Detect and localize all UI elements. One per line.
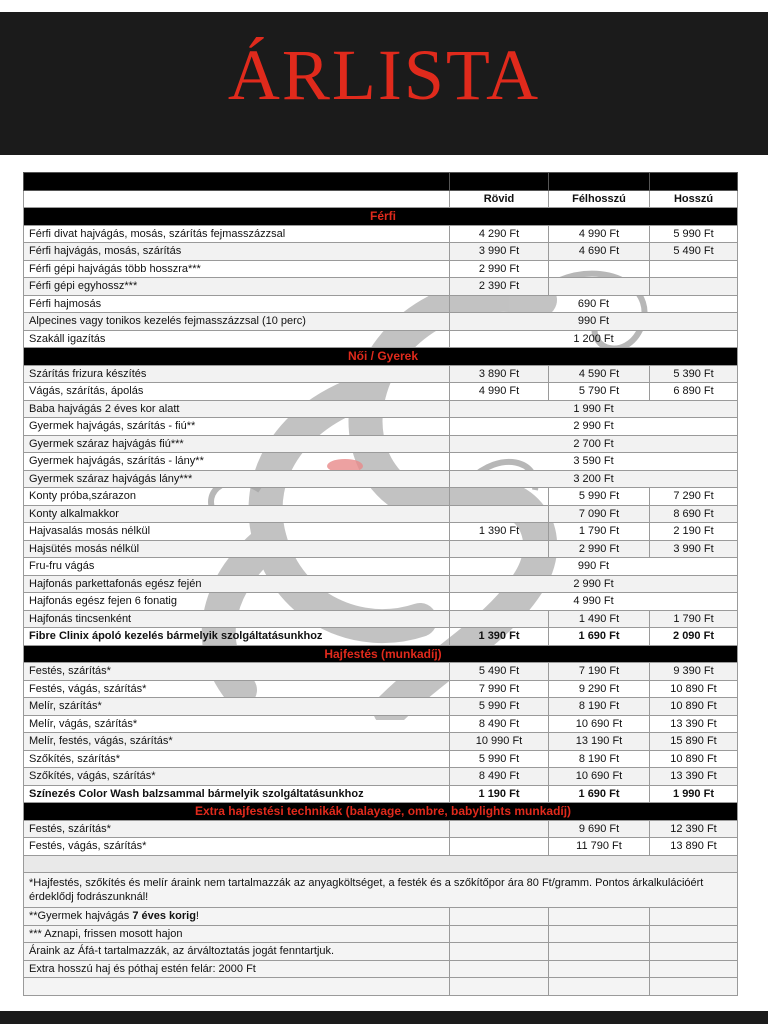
price-cell bbox=[450, 505, 549, 523]
price-cell: 7 090 Ft bbox=[549, 505, 650, 523]
table-row bbox=[24, 820, 738, 838]
price-cell: 5 490 Ft bbox=[450, 663, 549, 681]
price-cell: 2 090 Ft bbox=[650, 628, 738, 646]
table-row bbox=[24, 225, 738, 243]
table-top-bar bbox=[24, 173, 738, 191]
note-blank bbox=[650, 908, 738, 926]
price-cell: 4 990 Ft bbox=[450, 593, 738, 611]
price-cell: 1 990 Ft bbox=[650, 785, 738, 803]
note-blank bbox=[450, 943, 549, 961]
price-cell: 1 690 Ft bbox=[549, 628, 650, 646]
service-name: Festés, szárítás* bbox=[24, 820, 450, 838]
service-name: Melír, festés, vágás, szárítás* bbox=[24, 733, 450, 751]
service-name: Melír, szárítás* bbox=[24, 698, 450, 716]
service-name: Férfi divat hajvágás, mosás, szárítás fejmasszázzsal bbox=[24, 225, 450, 243]
price-cell: 7 190 Ft bbox=[549, 663, 650, 681]
table-row bbox=[24, 593, 738, 611]
note-suffix: ! bbox=[195, 910, 199, 923]
table-row bbox=[24, 400, 738, 418]
table-row bbox=[24, 575, 738, 593]
price-cell bbox=[450, 488, 549, 506]
note-bold: 7 éves korig bbox=[132, 910, 196, 923]
price-cell: 3 200 Ft bbox=[450, 470, 738, 488]
header-blank bbox=[24, 190, 450, 208]
note-text: *Hajfestés, szőkítés és melír áraink nem tartalmazzák az anyagköltséget, a festék és a szőkítőpor ára 80 Ft/gramm. Pontos árkalkulációért érdeklődj fodrászunknál! bbox=[24, 873, 738, 908]
table-row bbox=[24, 365, 738, 383]
service-name: Színezés Color Wash balzsammal bármelyik szolgáltatásunkhoz bbox=[24, 785, 450, 803]
service-name: Hajsütés mosás nélkül bbox=[24, 540, 450, 558]
price-table bbox=[23, 172, 738, 996]
note-blank bbox=[549, 960, 650, 978]
table-row bbox=[24, 260, 738, 278]
service-name: Fibre Clinix ápoló kezelés bármelyik szolgáltatásunkhoz bbox=[24, 628, 450, 646]
table-row bbox=[24, 470, 738, 488]
price-cell: 5 990 Ft bbox=[549, 488, 650, 506]
section-title: Női / Gyerek bbox=[24, 348, 738, 366]
table-row bbox=[24, 628, 738, 646]
price-cell: 11 790 Ft bbox=[549, 838, 650, 856]
note-blank bbox=[650, 978, 738, 996]
table-row bbox=[24, 330, 738, 348]
table-row bbox=[24, 488, 738, 506]
price-cell bbox=[650, 260, 738, 278]
note-blank bbox=[549, 943, 650, 961]
service-name: Vágás, szárítás, ápolás bbox=[24, 383, 450, 401]
service-name: Szőkítés, vágás, szárítás* bbox=[24, 768, 450, 786]
price-cell: 4 290 Ft bbox=[450, 225, 549, 243]
service-name: Gyermek hajvágás, szárítás - lány** bbox=[24, 453, 450, 471]
table-row bbox=[24, 768, 738, 786]
service-name: Konty alkalmakkor bbox=[24, 505, 450, 523]
price-cell: 3 990 Ft bbox=[450, 243, 549, 261]
table-row bbox=[24, 453, 738, 471]
price-cell: 2 990 Ft bbox=[450, 260, 549, 278]
price-cell bbox=[450, 540, 549, 558]
service-name: Festés, vágás, szárítás* bbox=[24, 838, 450, 856]
note-blank bbox=[450, 960, 549, 978]
column-header: Félhosszú bbox=[549, 190, 650, 208]
service-name: Férfi hajmosás bbox=[24, 295, 450, 313]
price-cell: 10 690 Ft bbox=[549, 768, 650, 786]
price-cell: 5 990 Ft bbox=[450, 750, 549, 768]
price-cell bbox=[549, 260, 650, 278]
price-cell: 1 690 Ft bbox=[549, 785, 650, 803]
table-row bbox=[24, 523, 738, 541]
price-cell: 1 790 Ft bbox=[650, 610, 738, 628]
note-blank bbox=[650, 943, 738, 961]
price-cell: 9 690 Ft bbox=[549, 820, 650, 838]
price-cell: 3 590 Ft bbox=[450, 453, 738, 471]
table-row bbox=[24, 313, 738, 331]
section-title: Hajfestés (munkadíj) bbox=[24, 645, 738, 663]
table-row bbox=[24, 540, 738, 558]
price-cell: 2 990 Ft bbox=[549, 540, 650, 558]
price-cell: 7 990 Ft bbox=[450, 680, 549, 698]
section-header bbox=[24, 208, 738, 226]
service-name: Férfi gépi hajvágás több hosszra*** bbox=[24, 260, 450, 278]
footer-bar bbox=[0, 1011, 768, 1024]
price-cell: 4 590 Ft bbox=[549, 365, 650, 383]
table-row bbox=[24, 750, 738, 768]
section-header bbox=[24, 803, 738, 821]
service-name: Gyermek száraz hajvágás fiú*** bbox=[24, 435, 450, 453]
service-name: Szakáll igazítás bbox=[24, 330, 450, 348]
column-header-row bbox=[24, 190, 738, 208]
note-row bbox=[24, 978, 738, 996]
note-blank bbox=[650, 960, 738, 978]
service-name: Férfi gépi egyhossz*** bbox=[24, 278, 450, 296]
service-name: Gyermek hajvágás, szárítás - fiú** bbox=[24, 418, 450, 436]
table-row bbox=[24, 243, 738, 261]
spacer-cell bbox=[24, 855, 738, 873]
price-cell bbox=[450, 610, 549, 628]
price-cell: 10 990 Ft bbox=[450, 733, 549, 751]
service-name: Hajfonás egész fejen 6 fonatig bbox=[24, 593, 450, 611]
price-cell: 7 290 Ft bbox=[650, 488, 738, 506]
note-row bbox=[24, 925, 738, 943]
top-bar-cell bbox=[24, 173, 450, 191]
price-cell: 3 890 Ft bbox=[450, 365, 549, 383]
price-cell: 9 290 Ft bbox=[549, 680, 650, 698]
service-name: Hajfonás parkettafonás egész fején bbox=[24, 575, 450, 593]
price-cell: 1 390 Ft bbox=[450, 628, 549, 646]
table-row bbox=[24, 295, 738, 313]
service-name: Szőkítés, szárítás* bbox=[24, 750, 450, 768]
price-cell: 2 190 Ft bbox=[650, 523, 738, 541]
table-row bbox=[24, 435, 738, 453]
table-row bbox=[24, 383, 738, 401]
price-cell: 5 490 Ft bbox=[650, 243, 738, 261]
note-blank bbox=[450, 925, 549, 943]
price-cell: 4 990 Ft bbox=[549, 225, 650, 243]
note-row bbox=[24, 873, 738, 908]
price-cell: 2 990 Ft bbox=[450, 575, 738, 593]
price-cell: 13 890 Ft bbox=[650, 838, 738, 856]
price-cell: 2 990 Ft bbox=[450, 418, 738, 436]
table-row bbox=[24, 680, 738, 698]
price-cell: 1 990 Ft bbox=[450, 400, 738, 418]
note-blank bbox=[549, 978, 650, 996]
top-bar-cell bbox=[650, 173, 738, 191]
table-row bbox=[24, 785, 738, 803]
table-row bbox=[24, 418, 738, 436]
price-cell bbox=[450, 838, 549, 856]
table-row bbox=[24, 733, 738, 751]
top-bar-cell bbox=[450, 173, 549, 191]
price-cell: 4 990 Ft bbox=[450, 383, 549, 401]
section-header bbox=[24, 645, 738, 663]
table-row bbox=[24, 505, 738, 523]
price-cell: 1 490 Ft bbox=[549, 610, 650, 628]
price-cell: 4 690 Ft bbox=[549, 243, 650, 261]
section-title: Férfi bbox=[24, 208, 738, 226]
price-cell: 8 490 Ft bbox=[450, 768, 549, 786]
price-cell: 9 390 Ft bbox=[650, 663, 738, 681]
price-cell: 1 200 Ft bbox=[450, 330, 738, 348]
section-title: Extra hajfestési technikák (balayage, ombre, babylights munkadíj) bbox=[24, 803, 738, 821]
price-cell: 1 190 Ft bbox=[450, 785, 549, 803]
column-header: Hosszú bbox=[650, 190, 738, 208]
note-text: Extra hosszú haj és póthaj estén felár: 2000 Ft bbox=[24, 960, 450, 978]
price-cell: 10 690 Ft bbox=[549, 715, 650, 733]
price-cell: 8 690 Ft bbox=[650, 505, 738, 523]
price-cell: 690 Ft bbox=[450, 295, 738, 313]
price-cell: 8 190 Ft bbox=[549, 698, 650, 716]
price-cell: 8 490 Ft bbox=[450, 715, 549, 733]
table-row bbox=[24, 715, 738, 733]
note-blank bbox=[450, 978, 549, 996]
price-cell: 1 790 Ft bbox=[549, 523, 650, 541]
service-name: Szárítás frizura készítés bbox=[24, 365, 450, 383]
note-row bbox=[24, 943, 738, 961]
table-row bbox=[24, 663, 738, 681]
price-cell: 10 890 Ft bbox=[650, 698, 738, 716]
service-name: Alpecines vagy tonikos kezelés fejmasszázzsal (10 perc) bbox=[24, 313, 450, 331]
note-text: Áraink az Áfá-t tartalmazzák, az árváltoztatás jogát fenntartjuk. bbox=[24, 943, 450, 961]
note-blank bbox=[450, 908, 549, 926]
price-cell: 2 390 Ft bbox=[450, 278, 549, 296]
page-title: ÁRLISTA bbox=[227, 35, 541, 115]
service-name: Hajfonás tincsenként bbox=[24, 610, 450, 628]
note-text bbox=[24, 908, 450, 926]
price-cell: 10 890 Ft bbox=[650, 750, 738, 768]
note-blank bbox=[549, 925, 650, 943]
price-cell: 15 890 Ft bbox=[650, 733, 738, 751]
note-prefix: **Gyermek hajvágás bbox=[29, 910, 133, 923]
price-cell: 5 790 Ft bbox=[549, 383, 650, 401]
service-name: Férfi hajvágás, mosás, szárítás bbox=[24, 243, 450, 261]
price-cell: 10 890 Ft bbox=[650, 680, 738, 698]
service-name: Baba hajvágás 2 éves kor alatt bbox=[24, 400, 450, 418]
note-blank bbox=[650, 925, 738, 943]
price-cell: 3 990 Ft bbox=[650, 540, 738, 558]
price-cell: 13 390 Ft bbox=[650, 768, 738, 786]
price-cell: 5 990 Ft bbox=[450, 698, 549, 716]
table-row bbox=[24, 838, 738, 856]
spacer-row bbox=[24, 855, 738, 873]
top-bar-cell bbox=[549, 173, 650, 191]
section-header bbox=[24, 348, 738, 366]
table-row bbox=[24, 610, 738, 628]
price-cell: 5 990 Ft bbox=[650, 225, 738, 243]
service-name: Konty próba,szárazon bbox=[24, 488, 450, 506]
table-row bbox=[24, 278, 738, 296]
note-blank bbox=[549, 908, 650, 926]
note-text: *** Aznapi, frissen mosott hajon bbox=[24, 925, 450, 943]
table-row bbox=[24, 698, 738, 716]
price-cell: 8 190 Ft bbox=[549, 750, 650, 768]
price-cell: 5 390 Ft bbox=[650, 365, 738, 383]
price-cell: 2 700 Ft bbox=[450, 435, 738, 453]
price-cell: 990 Ft bbox=[450, 313, 738, 331]
price-cell bbox=[450, 820, 549, 838]
service-name: Gyermek száraz hajvágás lány*** bbox=[24, 470, 450, 488]
price-cell: 12 390 Ft bbox=[650, 820, 738, 838]
price-cell: 1 390 Ft bbox=[450, 523, 549, 541]
price-cell: 6 890 Ft bbox=[650, 383, 738, 401]
service-name: Festés, szárítás* bbox=[24, 663, 450, 681]
price-cell: 990 Ft bbox=[450, 558, 738, 576]
price-cell: 13 390 Ft bbox=[650, 715, 738, 733]
note-blank bbox=[24, 978, 450, 996]
note-row bbox=[24, 908, 738, 926]
table-row bbox=[24, 558, 738, 576]
column-header: Rövid bbox=[450, 190, 549, 208]
price-cell: 13 190 Ft bbox=[549, 733, 650, 751]
price-cell bbox=[549, 278, 650, 296]
note-row bbox=[24, 960, 738, 978]
service-name: Fru-fru vágás bbox=[24, 558, 450, 576]
service-name: Festés, vágás, szárítás* bbox=[24, 680, 450, 698]
service-name: Melír, vágás, szárítás* bbox=[24, 715, 450, 733]
price-cell bbox=[650, 278, 738, 296]
service-name: Hajvasalás mosás nélkül bbox=[24, 523, 450, 541]
